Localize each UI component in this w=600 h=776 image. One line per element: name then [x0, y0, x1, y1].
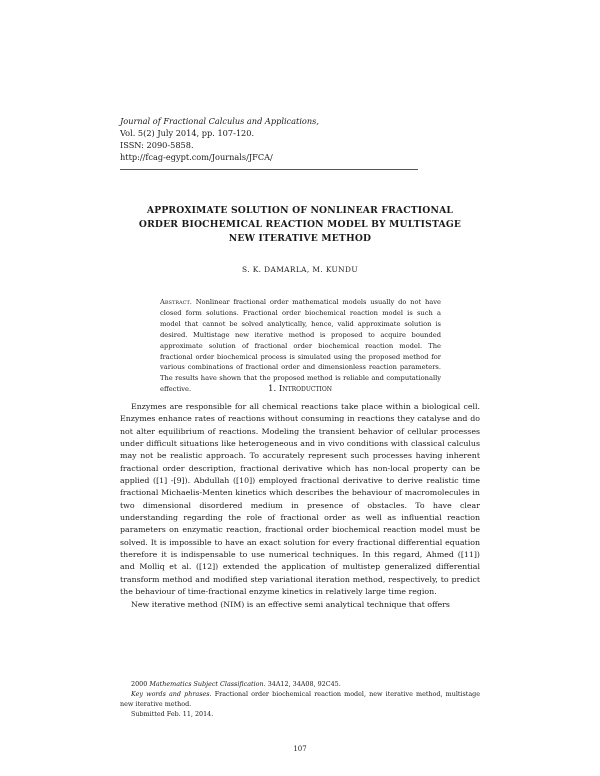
paper-title	[120, 204, 480, 245]
section-heading	[120, 384, 480, 394]
keywords-text: Fractional order biochemical reaction model, new iterative method, multistage new iterative method.	[120, 690, 480, 708]
msc-label: Mathematics Subject Classification.	[149, 680, 266, 688]
header-rule	[120, 169, 418, 170]
footnote-msc	[120, 679, 480, 689]
abstract-text: Nonlinear fractional order mathematical models usually do not have closed form solutions. Fractional order biochemical reaction model is such a model that cannot be solved analytically, hence, valid approximate solution is desired. Multistage new iterative method is proposed to acquire bounded approximate solution of fractional order biochemical reaction model. The fractional order biochemical process is simulated using the proposed method for various combinations of fractional order and dimensionless reaction parameters. The results have shown that the proposed method is reliable and computationally effective.	[160, 298, 441, 394]
body-text	[120, 401, 480, 611]
section-name: Introduction	[278, 384, 333, 394]
title-line-1: APPROXIMATE SOLUTION OF NONLINEAR FRACTIONAL	[146, 205, 454, 216]
body-paragraph-1: Enzymes are responsible for all chemical reactions take place within a biological cell. Enzymes enhance rates of reactions without consuming in reactions they catalyse and do not alter equilibrium of reactions. Modeling the transient behavior of cellular processes under difficult situations like heterogeneous and in vivo conditions with classical calculus may not be realistic approach. To accurately represent such processes having inherent fractional order description, fractional derivative which has non-local property can be applied ([1] -[9]). Abdullah ([10]) employed fractional derivative to derive realistic time fractional Michaelis-Menten kinetics which describes the behaviour of macromolecules in two dimensional disordered medium in presence of obstacles. To have clear understanding regarding the role of fractional order as well as influential reaction parameters on enzymatic reaction, fractional order biochemical reaction model must be solved. It is impossible to have an exact solution for every fractional differential equation therefore it is indispensable to use numerical techniques. In this regard, Ahmed ([11]) and Molliq et al. ([12]) extended the application of multistep generalized differential transform method and modified step variational iteration method, respectively, to predict the behaviour of time-fractional enzyme kinetics in relatively large time region.	[120, 402, 480, 597]
title-line-2: ORDER BIOCHEMICAL REACTION MODEL BY MULTISTAGE	[138, 218, 462, 230]
journal-header	[120, 115, 420, 170]
abstract	[160, 297, 441, 395]
journal-name: Journal of Fractional Calculus and Applications,	[120, 116, 319, 126]
journal-url[interactable]: http://fcag-egypt.com/Journals/JFCA/	[120, 152, 273, 162]
footnotes	[120, 679, 480, 719]
footnote-keywords	[120, 689, 480, 709]
keywords-label: Key words and phrases.	[131, 690, 212, 698]
abstract-label: Abstract.	[160, 298, 192, 306]
section-number: 1.	[267, 384, 277, 394]
title-line-3: NEW ITERATIVE METHOD	[228, 232, 372, 244]
msc-year: 2000	[131, 680, 148, 688]
journal-issn: ISSN: 2090-5858.	[120, 140, 194, 150]
authors: S. K. DAMARLA, M. KUNDU	[242, 265, 358, 274]
footnote-submitted: Submitted Feb. 11, 2014.	[131, 710, 214, 718]
page-number: 107	[293, 745, 307, 753]
msc-codes: 34A12, 34A08, 92C45.	[267, 680, 341, 688]
body-paragraph-2: New iterative method (NIM) is an effective semi analytical technique that offers	[131, 599, 450, 609]
journal-volume: Vol. 5(2) July 2014, pp. 107-120.	[120, 128, 255, 138]
